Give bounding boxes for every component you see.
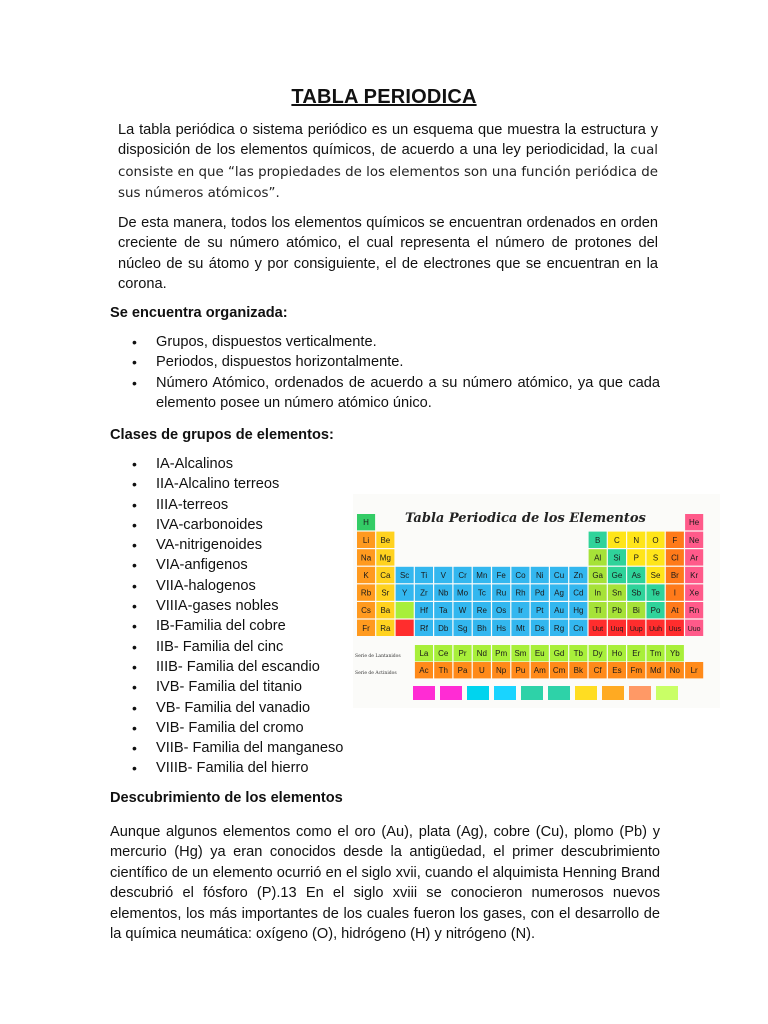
element-cell (627, 645, 645, 661)
list-item: • IVB- Familia del titanio (130, 677, 370, 697)
element-symbol: Eu (534, 649, 545, 659)
element-symbol: Rf (419, 623, 428, 633)
element-symbol: Rh (515, 588, 526, 598)
element-cell (376, 584, 394, 600)
element-cell (589, 602, 607, 618)
actinides-label: Serie de Actinidos (355, 671, 397, 676)
element-cell (396, 620, 414, 636)
element-cell (454, 662, 472, 678)
element-symbol: Md (649, 666, 662, 676)
element-symbol: Cl (671, 553, 679, 563)
element-cell (608, 567, 626, 583)
element-cell (550, 584, 568, 600)
element-symbol: Ag (554, 588, 564, 598)
element-cell (396, 602, 414, 618)
element-cell (666, 602, 684, 618)
element-symbol: Co (515, 571, 526, 580)
element-symbol: Au (554, 606, 564, 616)
legend-swatch (521, 686, 543, 700)
element-symbol: Ne (689, 535, 700, 545)
element-symbol: Al (594, 553, 602, 563)
list-item: • VA-nitrigenoides (130, 535, 370, 555)
element-cell (376, 620, 394, 636)
element-cell (415, 662, 433, 678)
legend-swatch (413, 686, 435, 700)
element-symbol: As (631, 571, 641, 580)
discovery-heading: Descubrimiento de los elementos (110, 790, 343, 806)
element-cell (531, 645, 549, 661)
element-cell (492, 662, 510, 678)
element-symbol: K (363, 571, 369, 580)
element-symbol: Kr (690, 571, 699, 580)
element-symbol: Ru (496, 588, 507, 598)
element-symbol: Tl (594, 606, 601, 616)
element-symbol: Rn (689, 606, 700, 616)
element-cell (569, 645, 587, 661)
element-cell (627, 602, 645, 618)
element-symbol: S (652, 553, 659, 563)
list-item: • IIIB- Familia del escandio (130, 657, 370, 677)
list-item: • IIB- Familia del cinc (130, 637, 370, 657)
element-cell (569, 567, 587, 583)
element-cell (589, 532, 607, 548)
element-symbol: Am (533, 666, 546, 676)
element-symbol: V (440, 571, 446, 580)
element-symbol: Be (380, 535, 391, 545)
element-symbol: Uuh (649, 625, 662, 633)
element-cell (492, 602, 510, 618)
element-symbol: He (689, 518, 700, 528)
legend-swatch (602, 686, 624, 700)
element-symbol: Yb (669, 649, 680, 659)
element-cell (415, 645, 433, 661)
element-cell (608, 602, 626, 618)
element-symbol: In (594, 588, 601, 598)
element-symbol: Bh (476, 623, 487, 633)
element-symbol: Ra (380, 623, 391, 633)
element-symbol: Zn (573, 571, 584, 580)
element-symbol: W (458, 606, 467, 616)
element-symbol: Cf (593, 666, 602, 676)
element-symbol: Uuo (687, 625, 701, 633)
element-symbol: Tb (573, 649, 584, 659)
element-cell (569, 620, 587, 636)
element-cell (357, 602, 375, 618)
element-cell (685, 514, 703, 530)
element-symbol: Nd (476, 649, 487, 659)
element-cell (627, 549, 645, 565)
element-cell (589, 549, 607, 565)
element-symbol: Pd (534, 588, 545, 598)
element-cell (608, 620, 626, 636)
element-cell (666, 620, 684, 636)
element-cell (434, 602, 452, 618)
element-cell (550, 662, 568, 678)
element-cell (569, 662, 587, 678)
element-cell (531, 602, 549, 618)
element-cell (492, 584, 510, 600)
element-cell (627, 584, 645, 600)
list-item: • Periodos, dispuestos horizontalmente. (130, 352, 660, 372)
element-cell (685, 662, 703, 678)
element-symbol: C (614, 535, 620, 545)
second-paragraph (118, 213, 658, 295)
element-cell (647, 602, 665, 618)
element-cell (589, 620, 607, 636)
element-cell (608, 532, 626, 548)
element-cell (473, 662, 491, 678)
groups-list (130, 454, 370, 779)
element-cell (473, 620, 491, 636)
element-cell (415, 567, 433, 583)
element-cell (608, 662, 626, 678)
element-cell (511, 567, 529, 583)
element-symbol: Na (360, 553, 372, 563)
element-symbol: Re (476, 606, 487, 616)
list-item: • IVA-carbonoides (130, 515, 370, 535)
element-cell (685, 567, 703, 583)
element-cell (434, 662, 452, 678)
element-symbol: Po (650, 606, 661, 616)
intro-quote: cual consiste en que “las propiedades de los elementos son una función periódica de sus números atómicos”. (118, 143, 658, 202)
element-symbol: Hs (496, 623, 507, 633)
element-cell (376, 549, 394, 565)
discovery-paragraph: Aunque algunos elementos como el oro (Au), plata (Ag), cobre (Cu), plomo (Pb) y mercurio (Hg) ya eran conocidos desde la antigüedad, el primer descubrimiento científico de un elemento ocurrió en el siglo xvii, cuando el alquimista Henning Brand descubrió el fósforo (P).13 En el siglo xviii se conocieron numerosos nuevos elementos, los más importantes de los cuales fueron los gases, con el desarrollo de la química neumática: oxígeno (O), hidrógeno (H) y nitrógeno (N). (110, 824, 660, 943)
element-symbol: Mo (456, 588, 469, 598)
list-item: • VIIA-halogenos (130, 576, 370, 596)
element-symbol: No (669, 666, 680, 676)
element-symbol: Ar (690, 553, 699, 563)
element-symbol: Y (401, 588, 408, 598)
element-symbol: Fr (362, 623, 370, 633)
element-symbol: Gd (553, 649, 565, 659)
element-cell (647, 645, 665, 661)
element-symbol: Pu (515, 666, 526, 676)
element-cell (647, 662, 665, 678)
element-cell (357, 620, 375, 636)
element-cell (569, 602, 587, 618)
element-cell (492, 567, 510, 583)
list-item: • VIIIA-gases nobles (130, 596, 370, 616)
intro-text: La tabla periódica o sistema periódico es un esquema que muestra la estructura y disposición de los elementos químicos, de acuerdo a una ley periodicidad, la (118, 122, 658, 159)
element-cell (550, 567, 568, 583)
element-cell (685, 549, 703, 565)
element-symbol: Sn (612, 588, 622, 598)
legend-swatch (467, 686, 489, 700)
element-cell (666, 567, 684, 583)
element-symbol: Ce (438, 649, 449, 659)
element-cell (550, 602, 568, 618)
element-symbol: Cu (553, 571, 565, 580)
element-symbol: Li (362, 535, 370, 545)
element-symbol: Fe (496, 571, 506, 580)
element-symbol: Nb (438, 588, 449, 598)
element-cells (357, 514, 703, 678)
element-symbol: P (633, 553, 639, 563)
element-symbol: Mg (379, 553, 391, 563)
element-cell (627, 567, 645, 583)
element-cell-bg (396, 602, 414, 618)
element-symbol: I (673, 588, 676, 598)
element-symbol: Ca (380, 571, 391, 580)
element-symbol: Fm (630, 666, 643, 676)
element-cell (550, 645, 568, 661)
element-symbol: Tc (477, 588, 486, 598)
element-symbol: H (363, 518, 369, 528)
page-title: TABLA PERIODICA (291, 86, 477, 108)
element-symbol: Cm (552, 666, 566, 676)
element-symbol: Th (438, 666, 448, 676)
element-symbol: Bi (632, 606, 640, 616)
element-cell (376, 602, 394, 618)
element-cell (376, 567, 394, 583)
element-symbol: B (594, 535, 601, 545)
element-cell (511, 620, 529, 636)
list-item: • IB-Familia del cobre (130, 616, 370, 636)
element-symbol: Pa (457, 666, 468, 676)
element-cell (357, 567, 375, 583)
element-cell (376, 532, 394, 548)
element-cell (415, 620, 433, 636)
element-symbol: At (671, 606, 679, 616)
element-cell (415, 584, 433, 600)
organization-list (130, 332, 660, 413)
element-cell (608, 549, 626, 565)
element-symbol: Hg (573, 606, 584, 616)
legend-swatch (440, 686, 462, 700)
element-cell (357, 549, 375, 565)
element-symbol: Rb (360, 588, 372, 598)
element-symbol: O (652, 535, 659, 545)
element-symbol: Uut (592, 625, 604, 633)
element-cell (396, 584, 414, 600)
list-item: • VB- Familia del vanadio (130, 698, 370, 718)
list-item: • VIIIB- Familia del hierro (130, 758, 370, 778)
periodic-table-title: Tabla Periodica de los Elementos (405, 511, 646, 526)
element-symbol: Cs (361, 606, 371, 616)
element-symbol: La (419, 649, 429, 659)
element-cell (647, 532, 665, 548)
element-cell (685, 532, 703, 548)
element-symbol: Ge (611, 571, 623, 580)
list-item: • Grupos, dispuestos verticalmente. (130, 332, 660, 352)
element-cell (685, 602, 703, 618)
element-cell (627, 662, 645, 678)
element-cell (589, 645, 607, 661)
element-cell (531, 620, 549, 636)
list-item: • Número Atómico, ordenados de acuerdo a su número atómico, ya que cada elemento posee un número atómico único. (130, 373, 660, 414)
element-symbol: Pm (495, 649, 508, 659)
element-symbol: Pt (535, 606, 544, 616)
organization-heading: Se encuentra organizada: (110, 305, 288, 321)
element-symbol: Se (650, 571, 661, 580)
element-cell (511, 584, 529, 600)
list-item: • VIA-anfigenos (130, 555, 370, 575)
list-item: • IA-Alcalinos (130, 454, 370, 474)
element-symbol: Cr (458, 571, 467, 580)
element-cell (589, 567, 607, 583)
element-symbol: Ba (380, 606, 391, 616)
element-cell (666, 584, 684, 600)
element-symbol: Cd (573, 588, 584, 598)
element-cell (434, 645, 452, 661)
element-cell (415, 602, 433, 618)
element-cell (454, 645, 472, 661)
element-cell (454, 620, 472, 636)
element-cell (511, 645, 529, 661)
element-cell (396, 567, 414, 583)
element-symbol: Tm (649, 649, 662, 659)
element-symbol: Hf (419, 606, 428, 616)
element-symbol: Xe (689, 588, 700, 598)
element-cell (357, 532, 375, 548)
element-symbol: Sb (631, 588, 642, 598)
periodic-table-graphic (353, 494, 720, 708)
element-symbol: Ti (420, 571, 428, 580)
list-item: • VIIB- Familia del manganeso (130, 738, 370, 758)
element-symbol: Mn (476, 571, 488, 580)
element-cell (608, 645, 626, 661)
second-paragraph-text: De esta manera, todos los elementos químicos se encuentran ordenados en orden creciente de su número atómico, el cual representa el número de protones del núcleo de su átomo y por consiguiente, el de electrones que se encuentran en la corona. (118, 215, 658, 293)
element-symbol: Sg (457, 623, 468, 633)
element-symbol: Uup (629, 625, 643, 633)
element-symbol: Zr (420, 588, 428, 598)
element-symbol: Rg (553, 623, 565, 633)
element-symbol: Es (612, 666, 622, 676)
element-symbol: Ac (419, 666, 429, 676)
element-cell (666, 549, 684, 565)
element-cell (647, 567, 665, 583)
element-cell (492, 620, 510, 636)
legend-swatch (548, 686, 570, 700)
element-symbol: Dy (592, 649, 603, 659)
element-symbol: Ds (534, 623, 545, 633)
element-symbol: Bk (573, 666, 584, 676)
element-symbol: Sr (381, 588, 390, 598)
legend-swatches (413, 686, 678, 700)
element-cell (685, 620, 703, 636)
element-cell (550, 620, 568, 636)
element-cell (473, 602, 491, 618)
element-cell (454, 567, 472, 583)
element-cell (434, 584, 452, 600)
element-cell (511, 602, 529, 618)
element-cell (666, 645, 684, 661)
element-symbol: Sc (399, 571, 410, 580)
element-cell (608, 584, 626, 600)
element-symbol: Br (670, 571, 679, 580)
element-cell (492, 645, 510, 661)
element-cell (434, 567, 452, 583)
groups-heading: Clases de grupos de elementos: (110, 427, 334, 443)
element-symbol: Sm (514, 649, 527, 659)
element-symbol: Os (496, 606, 507, 616)
element-cell-bg (396, 620, 414, 636)
element-cell (473, 567, 491, 583)
element-cell (589, 584, 607, 600)
element-symbol: Cn (573, 623, 584, 633)
element-cell (666, 662, 684, 678)
element-symbol: Ho (611, 649, 623, 659)
element-cell (357, 584, 375, 600)
legend-swatch (656, 686, 678, 700)
element-cell (473, 584, 491, 600)
element-symbol: Er (632, 649, 641, 659)
element-symbol: Ga (592, 571, 603, 580)
element-symbol: U (478, 666, 485, 676)
list-item: • VIB- Familia del cromo (130, 718, 370, 738)
element-cell (685, 584, 703, 600)
lanthanides-label: Serie de Lantanidos (355, 654, 401, 659)
element-symbol: N (633, 535, 640, 545)
list-item: • IIIA-terreos (130, 495, 370, 515)
periodic-table-image (353, 494, 720, 708)
element-cell (666, 532, 684, 548)
element-cell (627, 532, 645, 548)
element-cell (647, 584, 665, 600)
element-cell (589, 662, 607, 678)
element-cell (454, 602, 472, 618)
element-symbol: Ni (535, 571, 544, 580)
legend-swatch (629, 686, 651, 700)
element-symbol: Uus (668, 625, 682, 633)
element-cell (647, 549, 665, 565)
legend-swatch (494, 686, 516, 700)
element-symbol: Db (438, 623, 449, 633)
element-cell (531, 662, 549, 678)
element-cell (454, 584, 472, 600)
element-symbol: Lr (690, 666, 698, 676)
element-cell (434, 620, 452, 636)
element-cell (357, 514, 375, 530)
element-symbol: Np (496, 666, 507, 676)
element-symbol: Si (613, 553, 621, 563)
list-item: • IIA-Alcalino terreos (130, 474, 370, 494)
element-symbol: F (672, 535, 678, 545)
element-symbol: Uuq (610, 625, 624, 633)
element-cell (511, 662, 529, 678)
element-symbol: Te (651, 588, 660, 598)
element-cell (473, 645, 491, 661)
element-symbol: Ta (439, 606, 448, 616)
element-symbol: Pb (612, 606, 622, 616)
element-symbol: Ir (518, 606, 523, 616)
legend-swatch (575, 686, 597, 700)
element-cell (531, 567, 549, 583)
element-symbol: Mt (516, 623, 525, 633)
intro-paragraph (118, 120, 658, 205)
element-cell (531, 584, 549, 600)
element-cell (647, 620, 665, 636)
element-symbol: Pr (458, 649, 467, 659)
element-cell (627, 620, 645, 636)
element-cell (569, 584, 587, 600)
